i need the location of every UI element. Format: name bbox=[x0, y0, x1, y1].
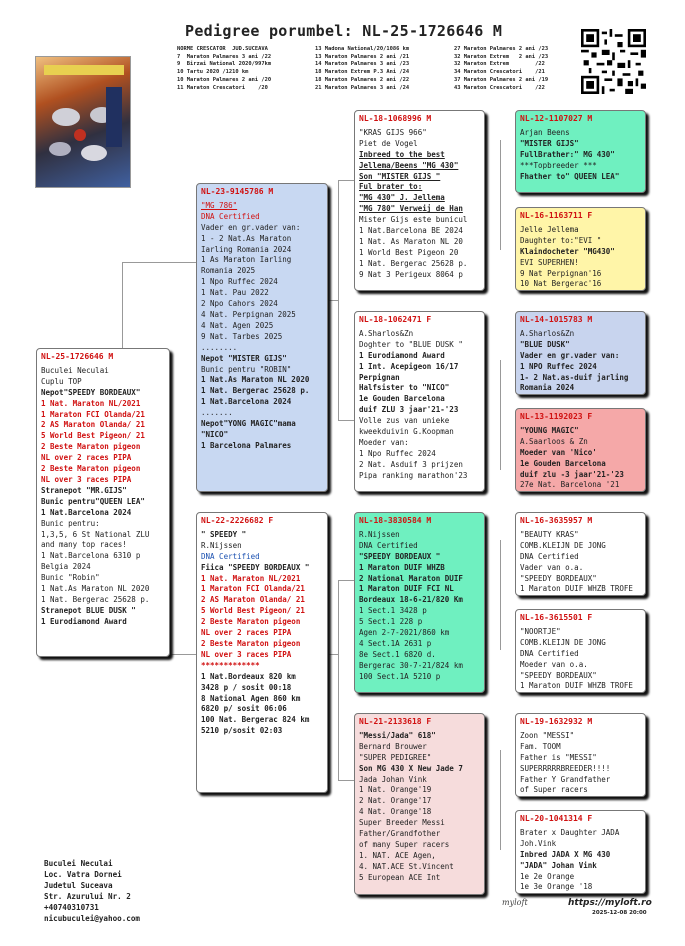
card-line: NL over 3 races PIPA bbox=[201, 649, 292, 659]
card-line: 8e Sect.1 6820 d. bbox=[359, 649, 436, 659]
great-grandparent-card[interactable] bbox=[515, 810, 646, 894]
card-line: DNA Certified bbox=[520, 551, 579, 561]
card-line: Vader en gr.vader van: bbox=[520, 350, 620, 360]
card-line: 2 Npo Cahors 2024 bbox=[201, 299, 278, 309]
card-line: 1 Maraton DUIF WHZB TROFE bbox=[520, 584, 633, 594]
card-line: 1,3,5, 6 St National ZLU bbox=[41, 529, 150, 539]
connector-line bbox=[338, 180, 339, 420]
card-line: 5 World Best Pigeon/ 21 bbox=[201, 606, 305, 616]
card-line: 1 Nat. Bergerac 25628 p. bbox=[359, 258, 468, 268]
card-line: 1 As Maraton Iarling bbox=[201, 255, 292, 265]
card-line: COMB.KLEIJN DE JONG bbox=[520, 540, 606, 550]
card-line: 1 Barcelona Palmares bbox=[201, 440, 292, 450]
ring-number: NL-16-1163711 F bbox=[520, 211, 593, 220]
card-line: 1 Maraton FCI Olanda/21 bbox=[41, 409, 145, 419]
card-line: ........ bbox=[201, 342, 238, 352]
card-line: "Messi/Jada" 618" bbox=[359, 730, 436, 740]
card-line: Nepot"SPEEDY BORDEAUX" bbox=[41, 387, 141, 397]
card-line: "MISTER GIJS" bbox=[520, 138, 579, 148]
card-line: Bordeaux 18-6-21/820 Km bbox=[359, 595, 463, 605]
card-line: 1 Maraton DUIF WHZB bbox=[359, 562, 445, 572]
card-line: Mister Gijs este bunicul bbox=[359, 215, 468, 225]
card-line: 9 Nat 3 Perigeux 8064 p bbox=[359, 269, 463, 279]
ring-number: NL-21-2133618 F bbox=[359, 717, 432, 726]
results-column-1: NORME CRESCATOR JUD.SUCEAVA 7 Maraton Palmares 3 ani /22 9 Birzai National 2020/997km 10 Tartu 2020 /1210 km 10 Maraton Palmares 2 ani /20 11 Maraton Crescatori /20 bbox=[177, 46, 272, 91]
card-line: Romania 2024 bbox=[520, 383, 575, 393]
card-line: A.Sharlos&Zn bbox=[520, 328, 575, 338]
great-grandparent-card[interactable] bbox=[515, 512, 646, 596]
card-line: 4 Sect.1A 2631 p bbox=[359, 638, 432, 648]
card-line: 1 Nat. As Maraton NL 20 bbox=[359, 236, 463, 246]
card-line: Klaindocheter "MG430" bbox=[520, 246, 615, 256]
ring-number: NL-25-1726646 M bbox=[41, 352, 114, 361]
print-date: 2025-12-08 20:00 bbox=[592, 910, 647, 916]
ring-number: NL-18-3830584 M bbox=[359, 516, 432, 525]
card-line: 1 Maraton DUIF WHZB TROFE bbox=[520, 681, 633, 691]
card-line: EVI SUPERHEN! bbox=[520, 257, 579, 267]
card-line: ....... bbox=[201, 408, 233, 418]
granddam-paternal-card[interactable] bbox=[354, 311, 485, 492]
card-line: Moeder van o.a. bbox=[520, 659, 588, 669]
card-line: SUPERRRRRBREEDER!!!! bbox=[520, 763, 611, 773]
card-line: 4 Nat. Orange'18 bbox=[359, 807, 432, 817]
card-line: 2 National Maraton DUIF bbox=[359, 573, 463, 583]
ring-number: NL-18-1068996 M bbox=[359, 114, 432, 123]
card-line: Doghter to "BLUE DUSK " bbox=[359, 339, 463, 349]
card-line: Ful brater to: bbox=[359, 182, 423, 192]
card-line: Pipa ranking marathon'23 bbox=[359, 470, 468, 480]
card-line: 9 Nat. Tarbes 2025 bbox=[201, 331, 283, 341]
card-line: Fiica "SPEEDY BORDEAUX " bbox=[201, 562, 310, 572]
connector-line bbox=[500, 540, 501, 650]
card-line: 1 Npo Ruffec 2024 bbox=[201, 277, 278, 287]
card-line: Bunic "Robin" bbox=[41, 573, 100, 583]
great-grandparent-card[interactable] bbox=[515, 110, 646, 193]
page-title: Pedigree porumbel: NL-25-1726646 M bbox=[185, 22, 503, 40]
connector-line bbox=[338, 180, 354, 181]
card-line: Bernard Brouwer bbox=[359, 741, 427, 751]
card-line: of many Super racers bbox=[359, 839, 450, 849]
connector-line bbox=[328, 654, 338, 655]
owner-name: Buculei Neculai bbox=[44, 859, 113, 868]
connector-line bbox=[338, 580, 339, 780]
great-grandparent-card[interactable] bbox=[515, 207, 646, 291]
card-line: Fhather to" QUEEN LEA" bbox=[520, 171, 620, 181]
great-grandparent-card[interactable] bbox=[515, 408, 646, 492]
card-line: 1 Nat.Barcelona 6310 p bbox=[41, 551, 141, 561]
card-line: Brater x Daughter JADA bbox=[520, 827, 620, 837]
brand-link[interactable]: https://myloft.ro bbox=[568, 898, 652, 908]
card-line: 5 World Best Pigeon/ 21 bbox=[41, 431, 145, 441]
pigeon-photo bbox=[35, 56, 131, 188]
card-line: Jelle Jellema bbox=[520, 224, 579, 234]
card-line: Moeder van: bbox=[359, 437, 409, 447]
card-line: Inbred JADA X MG 430 bbox=[520, 849, 611, 859]
card-line: 6820 p/ sosit 06:06 bbox=[201, 704, 287, 714]
card-line: 1e Gouden Barcelona bbox=[520, 458, 606, 468]
card-line: "MG 430" J. Jellema bbox=[359, 193, 445, 203]
card-line: 4 Nat. Agen 2025 bbox=[201, 320, 274, 330]
card-line: "JADA" Johan Vink bbox=[520, 860, 597, 870]
card-line: kweekduivin G.Koopman bbox=[359, 427, 454, 437]
card-line: 1 Maraton DUIF FCI NL bbox=[359, 584, 454, 594]
card-line: Arjan Beens bbox=[520, 127, 570, 137]
connector-line bbox=[500, 750, 501, 850]
card-line: 1 Maraton FCI Olanda/21 bbox=[201, 584, 305, 594]
card-line: Halfsister to "NICO" bbox=[359, 383, 450, 393]
connector-line bbox=[500, 140, 501, 250]
card-line: Buculei Neculai bbox=[41, 365, 109, 375]
great-grandparent-card[interactable] bbox=[515, 609, 646, 693]
card-line: Nepot "MISTER GIJS" bbox=[201, 353, 287, 363]
card-line: and many top races! bbox=[41, 540, 127, 550]
card-line: "SPEEDY BORDEAUX" bbox=[520, 573, 597, 583]
card-line: 1 Nat.As Maraton NL 2020 bbox=[41, 584, 150, 594]
card-line: "YOUNG MAGIC" bbox=[520, 425, 579, 435]
card-line: Fam. TOOM bbox=[520, 741, 561, 751]
card-line: ***Topbreeder *** bbox=[520, 160, 597, 170]
card-line: 2 AS Maraton Olanda/ 21 bbox=[41, 420, 145, 430]
card-line: Bergerac 30-7-21/824 km bbox=[359, 660, 463, 670]
owner-email[interactable]: nicubuculei@yahoo.com bbox=[44, 913, 141, 923]
card-line: Daughter to:"EVI " bbox=[520, 235, 602, 245]
great-grandparent-card[interactable] bbox=[515, 713, 646, 797]
ring-number: NL-14-1015783 M bbox=[520, 315, 593, 324]
card-line: 1e Gouden Barcelona bbox=[359, 394, 445, 404]
owner-phone: +40740310731 bbox=[44, 902, 99, 912]
granddam-maternal-card[interactable] bbox=[354, 713, 485, 895]
card-line: R.Nijssen bbox=[201, 540, 242, 550]
card-line: Piet de Vogel bbox=[359, 138, 418, 148]
card-line: Iarling Romania 2024 bbox=[201, 244, 292, 254]
card-line: 1 Nat.Bordeaux 820 km bbox=[201, 671, 296, 681]
card-line: of Super racers bbox=[520, 785, 588, 795]
card-line: duif ZLU 3 jaar'21-'23 bbox=[359, 405, 459, 415]
card-line: COMB.KLEIJN DE JONG bbox=[520, 637, 606, 647]
ring-number: NL-23-9145786 M bbox=[201, 187, 274, 196]
card-line: 2 Nat. Asduif 3 prijzen bbox=[359, 459, 463, 469]
card-line: 1 Nat.Barcelona 2024 bbox=[41, 507, 132, 517]
ring-number: NL-18-1062471 F bbox=[359, 315, 432, 324]
card-line: 1 Nat. Maraton NL/2021 bbox=[41, 398, 141, 408]
card-line: 5210 p/sosit 02:03 bbox=[201, 726, 283, 736]
card-line: FullBrather:" MG 430" bbox=[520, 149, 615, 159]
qr-code bbox=[581, 29, 646, 94]
card-line: 10 Nat Bergerac'16 bbox=[520, 279, 602, 289]
card-line: ************* bbox=[201, 660, 260, 670]
card-line: 2 AS Maraton Olanda/ 21 bbox=[201, 595, 305, 605]
card-line: 2 Beste Maraton pigeon bbox=[41, 442, 141, 452]
great-grandparent-card[interactable] bbox=[515, 311, 646, 395]
connector-line bbox=[500, 360, 501, 470]
card-line: Super Breeder Messi bbox=[359, 818, 445, 828]
card-line: "MG 780" Verweij de Han bbox=[359, 204, 463, 214]
connector-line bbox=[338, 580, 354, 581]
card-line: "MG 786" bbox=[201, 200, 238, 210]
card-line: 1 Nat. Bergerac 25628 p. bbox=[41, 594, 150, 604]
card-line: " SPEEDY " bbox=[201, 529, 247, 539]
connector-line bbox=[122, 262, 197, 263]
card-line: 1 World Best Pigeon 20 bbox=[359, 247, 459, 257]
card-line: 1 Nat.As Maraton NL 2020 bbox=[201, 375, 310, 385]
subject-card[interactable] bbox=[36, 348, 170, 657]
ring-number: NL-22-2226682 F bbox=[201, 516, 274, 525]
card-line: 2 Nat. Orange'17 bbox=[359, 796, 432, 806]
card-line: Nepot"YONG MAGIC"mama bbox=[201, 419, 296, 429]
card-line: Bunic pentru"QUEEN LEA" bbox=[41, 496, 145, 506]
card-line: A.Sharlos&Zn bbox=[359, 328, 414, 338]
card-line: "BEAUTY KRAS" bbox=[520, 529, 579, 539]
card-line: Bunic pentru "ROBIN" bbox=[201, 364, 292, 374]
card-line: 1 NPO Ruffec 2024 bbox=[520, 361, 597, 371]
card-line: "SPEEDY BORDEAUX " bbox=[359, 551, 441, 561]
owner-contact bbox=[44, 859, 140, 924]
card-line: 1 Nat.Barcelona 2024 bbox=[201, 397, 292, 407]
card-line: Son "MISTER GIJS " bbox=[359, 171, 441, 181]
myloft-logo: myloft bbox=[502, 898, 528, 907]
card-line: duif zlu -3 jaar'21-'23 bbox=[520, 469, 624, 479]
card-line: 1 Nat.Barcelona BE 2024 bbox=[359, 226, 463, 236]
card-line: 9 Nat Perpignan'16 bbox=[520, 268, 602, 278]
card-line: Zoon "MESSI" bbox=[520, 730, 575, 740]
card-line: Vader van o.a. bbox=[520, 562, 584, 572]
card-line: Jellema/Beens "MG 430" bbox=[359, 160, 459, 170]
card-line: 1. NAT. ACE Agen, bbox=[359, 850, 436, 860]
card-line: Bunic pentru: bbox=[41, 518, 100, 528]
card-line: 100 Sect.1A 5210 p bbox=[359, 671, 441, 681]
card-line: "KRAS GIJS 966" bbox=[359, 127, 427, 137]
connector-line bbox=[328, 300, 338, 301]
card-line: DNA Certified bbox=[201, 551, 260, 561]
card-line: NL over 2 races PIPA bbox=[201, 628, 292, 638]
card-line: 8 National Agen 860 km bbox=[201, 693, 301, 703]
card-line: 1 Npo Ruffec 2024 bbox=[359, 448, 436, 458]
card-line: 1e 3e Orange '18 bbox=[520, 882, 593, 892]
ring-number: NL-16-3615501 F bbox=[520, 613, 593, 622]
card-line: 1 Eurodiamond Award bbox=[359, 350, 445, 360]
card-line: Agen 2-7-2021/860 km bbox=[359, 628, 450, 638]
card-line: 3428 p / sosit 00:18 bbox=[201, 682, 292, 692]
card-line: Inbreed to the best bbox=[359, 149, 445, 159]
card-line: Belgia 2024 bbox=[41, 562, 91, 572]
card-line: Father Y Grandfather bbox=[520, 774, 611, 784]
ring-number: NL-19-1632932 M bbox=[520, 717, 593, 726]
grandsire-maternal-card[interactable] bbox=[354, 512, 485, 693]
card-line: Romania 2025 bbox=[201, 266, 256, 276]
card-line: "NOORTJE" bbox=[520, 626, 561, 636]
card-line: 1 Nat. Bergerac 25628 p. bbox=[201, 386, 310, 396]
card-line: 4 Nat. Perpignan 2025 bbox=[201, 309, 296, 319]
card-line: Son MG 430 X New Jade 7 bbox=[359, 763, 463, 773]
grandsire-paternal-card[interactable] bbox=[354, 110, 485, 291]
card-line: Stranepot BLUE DUSK " bbox=[41, 605, 136, 615]
ring-number: NL-16-3635957 M bbox=[520, 516, 593, 525]
owner-locality: Loc. Vatra Dornei bbox=[44, 869, 122, 879]
card-line: Father is "MESSI" bbox=[520, 752, 597, 762]
results-column-2: 13 Madona National/20/1086 km 13 Maraton Palmares 2 ani /21 14 Maraton Palmares 3 ani /23 18 Maraton Extrem P.3 Ani /24 18 Maraton Palmares 2 ani /22 21 Maraton Palmares 3 ani /24 bbox=[315, 46, 410, 91]
card-line: Father/Grandfother bbox=[359, 829, 441, 839]
card-line: 2 Beste Maraton pigeon bbox=[201, 638, 301, 648]
card-line: 1 - 2 Nat.As Maraton bbox=[201, 233, 292, 243]
card-line: 2 Beste Maraton pigeon bbox=[41, 464, 141, 474]
results-column-3: 27 Maraton Palmares 2 ani /23 32 Maraton Extrem 2 ani /23 32 Maraton Extrem /22 34 Maraton Crescatori /21 37 Maraton Palmares 2 ani /19 43 Maraton Crescatori /22 bbox=[454, 46, 549, 91]
card-line: 27e Nat. Barcelona '21 bbox=[520, 480, 620, 490]
card-line: 1 Eurodiamond Award bbox=[41, 616, 127, 626]
owner-county: Judetul Suceava bbox=[44, 880, 113, 890]
card-line: 1- 2 Nat.as-duif jarling bbox=[520, 372, 629, 382]
card-line: R.Nijssen bbox=[359, 529, 400, 539]
connector-line bbox=[338, 420, 354, 421]
card-line: "SPEEDY BORDEAUX" bbox=[520, 670, 597, 680]
card-line: 5 European ACE Int bbox=[359, 872, 441, 882]
card-line: Volle zus van unieke bbox=[359, 416, 450, 426]
card-line: 5 Sect.1 228 p bbox=[359, 617, 423, 627]
ring-number: NL-12-1107027 M bbox=[520, 114, 593, 123]
card-line: 1 Int. Acepigeon 16/17 bbox=[359, 361, 459, 371]
dam-card[interactable] bbox=[196, 512, 328, 793]
card-line: Jada Johan Vink bbox=[359, 774, 427, 784]
card-line: 1 Nat. Maraton NL/2021 bbox=[201, 573, 301, 583]
card-line: DNA Certified bbox=[359, 540, 418, 550]
ring-number: NL-13-1192023 F bbox=[520, 412, 593, 421]
card-line: 100 Nat. Bergerac 824 km bbox=[201, 715, 310, 725]
card-line: Moeder van 'Nico' bbox=[520, 447, 597, 457]
card-line: DNA Certified bbox=[520, 648, 579, 658]
card-line: Cuplu TOP bbox=[41, 376, 82, 386]
card-line: NL over 3 races PIPA bbox=[41, 474, 132, 484]
card-line: NL over 2 races PIPA bbox=[41, 453, 132, 463]
card-line: 2 Beste Maraton pigeon bbox=[201, 617, 301, 627]
card-line: Perpignan bbox=[359, 372, 400, 382]
card-line: Vader en gr.vader van: bbox=[201, 222, 301, 232]
connector-line bbox=[338, 780, 354, 781]
card-line: DNA Certified bbox=[201, 211, 260, 221]
card-line: 1 Nat. Orange'19 bbox=[359, 785, 432, 795]
ring-number: NL-20-1041314 F bbox=[520, 814, 593, 823]
card-line: 1e 2e Orange bbox=[520, 871, 575, 881]
card-line: A.Saarloos & Zn bbox=[520, 436, 588, 446]
sire-card[interactable] bbox=[196, 183, 328, 492]
card-line: Joh.Vink bbox=[520, 838, 557, 848]
card-line: 1 Sect.1 3428 p bbox=[359, 606, 427, 616]
card-line: "NICO" bbox=[201, 429, 229, 439]
card-line: 4. NAT.ACE St.Vincent bbox=[359, 861, 454, 871]
card-line: 1 Nat. Pau 2022 bbox=[201, 288, 269, 298]
owner-street: Str. Azurului Nr. 2 bbox=[44, 891, 131, 901]
card-line: Stranepot "MR.GIJS" bbox=[41, 485, 127, 495]
card-line: "SUPER PEDIGREE" bbox=[359, 752, 432, 762]
card-line: "BLUE DUSK" bbox=[520, 339, 570, 349]
